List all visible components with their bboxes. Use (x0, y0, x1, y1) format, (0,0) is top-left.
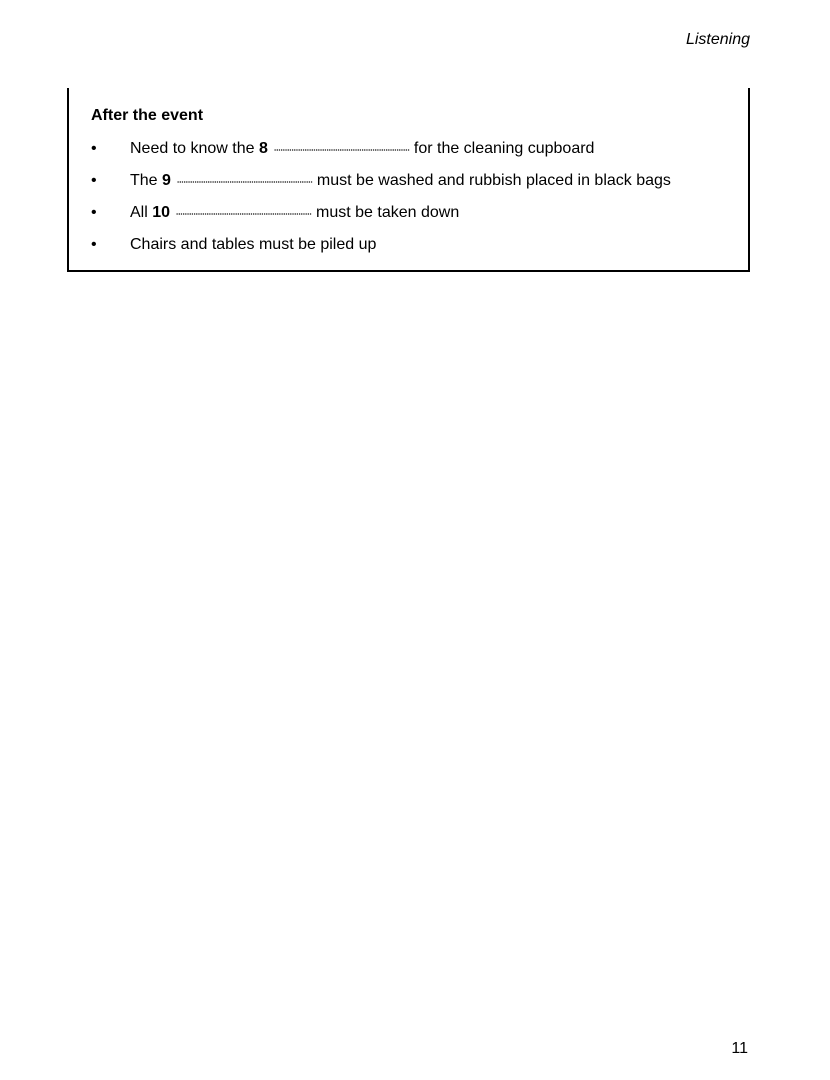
gap-number: 9 (162, 172, 171, 189)
item-text-after: must be taken down (316, 204, 460, 221)
item-text-before: Need to know the (130, 140, 259, 157)
item-text-after: for the cleaning cupboard (413, 140, 595, 157)
bullet-icon: • (91, 236, 97, 253)
item-text (130, 203, 459, 223)
section-heading: After the event (91, 107, 204, 124)
item-text: Chairs and tables must be piled up (130, 236, 377, 253)
running-header: Listening (685, 31, 750, 48)
item-text (130, 171, 671, 191)
list-item (91, 235, 671, 267)
list-item (91, 139, 671, 171)
answer-gap-dots (176, 213, 312, 217)
bullet-list (91, 139, 671, 267)
answer-gap-dots (177, 181, 313, 185)
bullet-icon: • (91, 172, 97, 189)
item-text-before: The (130, 172, 163, 189)
list-item (91, 203, 671, 235)
task-box (67, 88, 750, 272)
answer-gap-dots (274, 149, 410, 153)
item-text (130, 139, 594, 159)
bullet-icon: • (91, 204, 97, 221)
page-number: 11 (731, 1040, 748, 1057)
gap-number: 8 (258, 140, 268, 157)
item-text-before: All (130, 204, 153, 221)
list-item (91, 171, 671, 203)
gap-number: 10 (152, 204, 171, 221)
bullet-icon: • (91, 140, 97, 157)
item-text-after: must be washed and rubbish placed in black bags (316, 172, 671, 189)
